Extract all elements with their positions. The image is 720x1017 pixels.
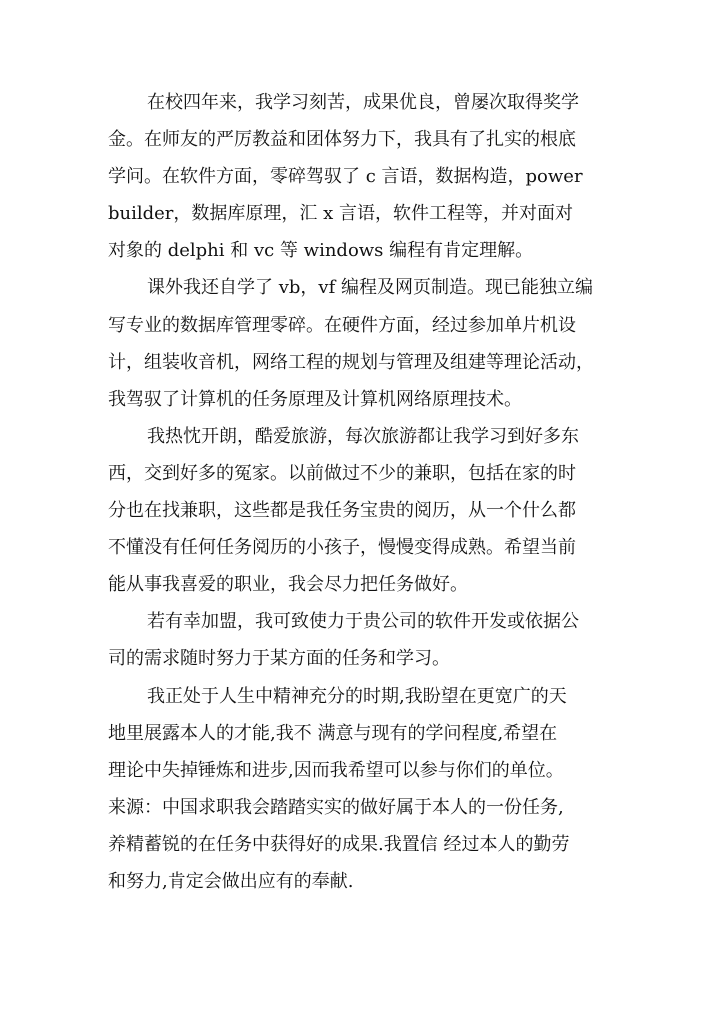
document-body [108, 84, 614, 900]
text-line: 能从事我喜爱的职业，我会尽力把任务做好。 [108, 574, 468, 596]
text-line: 在校四年来，我学习刻苦，成果优良，曾屡次取得奖学 [147, 92, 579, 113]
text-line: 理论中失掉锤炼和进步,因而我希望可以参与你们的单位。 [108, 759, 564, 781]
text-line: 地里展露本人的才能,我不 满意与现有的学问程度,希望在 [108, 722, 558, 744]
text-line: 对象的 delphi 和 vc 等 windows 编程有肯定理解。 [108, 240, 534, 262]
text-line: 计，组装收音机，网络工程的规划与管理及组建等理论活动， [108, 351, 594, 373]
text-line: 和努力,肯定会做出应有的奉献. [108, 870, 354, 892]
text-line: 写专业的数据库管理零碎。在硬件方面，经过参加单片机设 [108, 314, 576, 336]
text-line: 西，交到好多的冤家。以前做过不少的兼职，包括在家的时 [108, 462, 576, 484]
text-line: 分也在找兼职，这些都是我任务宝贵的阅历，从一个什么都 [108, 500, 576, 522]
text-line: 养精蓄锐的在任务中获得好的成果.我置信 经过本人的勤劳 [108, 833, 570, 855]
text-line: 我驾驭了计算机的任务原理及计算机网络原理技术。 [108, 388, 522, 410]
text-line: 不懂没有任何任务阅历的小孩子，慢慢变得成熟。希望当前 [108, 537, 576, 559]
text-line: 若有幸加盟，我可致使力于贵公司的软件开发或依据公 [147, 611, 579, 633]
text-line: 学问。在软件方面，零碎驾驭了 c 言语，数据构造，power [108, 166, 583, 188]
text-line: 我热忱开朗，酷爱旅游，每次旅游都让我学习到好多东 [147, 425, 579, 447]
text-line: 司的需求随时努力于某方面的任务和学习。 [108, 648, 450, 670]
text-line: 课外我还自学了 vb，vf 编程及网页制造。现已能独立编 [147, 277, 593, 299]
text-line: builder，数据库原理，汇 x 言语，软件工程等，并对面对 [108, 203, 574, 225]
text-line: 我正处于人生中精神充分的时期,我盼望在更宽广的天 [147, 685, 567, 707]
text-line: 来源：中国求职我会踏踏实实的做好属于本人的一份任务, [108, 796, 564, 818]
text-line: 金。在师友的严厉教益和团体努力下，我具有了扎实的根底 [108, 129, 576, 151]
